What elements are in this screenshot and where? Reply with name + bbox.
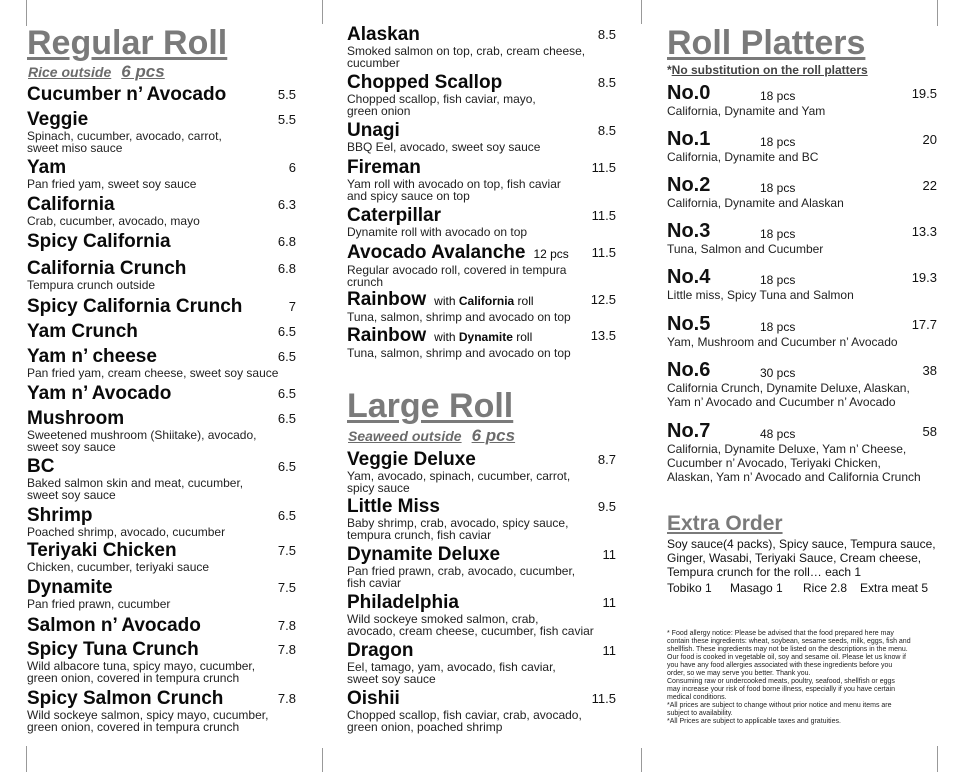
platter-item-description: California Crunch, Dynamite Deluxe, Alaskan, — [667, 381, 910, 395]
regular-roll-subtitle — [28, 62, 165, 82]
regular-roll-item-name-text: Yam n’ cheese — [27, 346, 157, 367]
large-roll-item-name-text: Philadelphia — [347, 592, 459, 613]
platter-item — [667, 220, 937, 256]
specialty-roll-item-description: Smoked salmon on top, crab, cream cheese, — [347, 44, 586, 58]
platter-item-count: 30 pcs — [760, 366, 796, 380]
specialty-roll-item-name — [347, 73, 616, 93]
regular-roll-item-name — [27, 384, 296, 404]
platter-item-name: No.3 — [667, 220, 711, 242]
regular-roll-item — [27, 541, 296, 573]
large-roll-item-description: avocado, cream cheese, cucumber, fish caviar — [347, 624, 594, 638]
regular-roll-item-description: Pan fried prawn, cucumber — [27, 597, 171, 611]
regular-roll-item — [27, 578, 296, 610]
regular-roll-item-description: Baked salmon skin and meat, cucumber, — [27, 476, 244, 490]
large-roll-sub-count: 6 pcs — [471, 426, 516, 445]
regular-roll-item-name-text: Spicy California — [27, 231, 171, 252]
platter-item-price: 13.3 — [911, 224, 937, 239]
specialty-roll-item-description: Dynamite roll with avocado on top — [347, 225, 528, 239]
specialty-roll-item-price: 12.5 — [590, 292, 616, 307]
regular-roll-item-name-text: Mushroom — [27, 408, 125, 429]
large-roll-item-name-text: Little Miss — [347, 496, 440, 517]
large-roll-item — [347, 689, 616, 733]
disclaimer-line: shellfish. These ingredients may not be listed on the descriptions in the menu. — [667, 646, 908, 653]
specialty-roll-item-name-text: Fireman — [347, 157, 421, 178]
large-roll-item-description: sweet soy sauce — [347, 672, 436, 686]
platter-item-description: California, Dynamite Deluxe, Yam n’ Cheese, — [667, 442, 907, 456]
regular-roll-item-name — [27, 409, 296, 429]
specialty-roll-item-description: cucumber — [347, 56, 400, 70]
extra-addon-price: 1 — [705, 581, 712, 595]
extra-addon — [860, 581, 928, 595]
large-roll-item-name-text: Oishii — [347, 688, 400, 709]
platter-item-count: 18 pcs — [760, 181, 796, 195]
large-roll-item-price: 9.5 — [597, 499, 616, 514]
extra-order-line: Soy sauce(4 packs), Spicy sauce, Tempura sauce, — [667, 537, 936, 551]
with-roll-name: California — [458, 294, 515, 308]
specialty-roll-item-name — [347, 121, 616, 141]
regular-roll-title: Regular Roll — [27, 24, 228, 62]
platter-item-description: Cucumber n’ Avocado, Teriyaki Chicken, — [667, 456, 881, 470]
regular-roll-item-name — [27, 640, 296, 660]
regular-roll-item-description: Chicken, cucumber, teriyaki sauce — [27, 560, 210, 574]
platter-item-price: 58 — [922, 424, 937, 439]
disclaimer-line: * Food allergy notice: Please be advised that the food prepared here may — [667, 630, 894, 637]
specialty-roll-item-name-text: Unagi — [347, 120, 400, 141]
regular-roll-item-price: 6.5 — [277, 411, 296, 426]
extra-addon — [803, 581, 847, 595]
platter-item — [667, 313, 937, 349]
regular-roll-item-price: 6.8 — [277, 261, 296, 276]
regular-roll-item — [27, 409, 296, 453]
specialty-roll-item-name-text: Alaskan — [347, 24, 420, 45]
with-suffix: roll — [516, 330, 533, 344]
large-roll-item-description: spicy sauce — [347, 481, 410, 495]
specialty-roll-item — [347, 290, 616, 323]
regular-roll-item-name — [27, 689, 296, 709]
regular-roll-item-price: 7 — [288, 299, 296, 314]
regular-roll-item-name — [27, 457, 296, 477]
regular-roll-item-name — [27, 232, 296, 252]
large-roll-subtitle — [348, 426, 515, 446]
regular-roll-item-description: sweet miso sauce — [27, 141, 123, 155]
disclaimer-line: subject to availability. — [667, 710, 733, 717]
platter-item-name: No.1 — [667, 128, 711, 150]
specialty-roll-item-name — [347, 243, 616, 264]
specialty-roll-item-price: 8.5 — [597, 123, 616, 138]
specialty-roll-item-price: 11.5 — [591, 160, 616, 175]
regular-roll-item-price: 7.5 — [277, 543, 296, 558]
large-roll-item-price: 11.5 — [591, 691, 616, 706]
regular-roll-item — [27, 195, 296, 227]
disclaimer-line: Consuming raw or undercooked meats, poultry, seafood, shellfish or eggs — [667, 678, 895, 685]
regular-roll-item-price: 7.8 — [277, 618, 296, 633]
regular-roll-item-price: 7.8 — [277, 642, 296, 657]
large-roll-item-description: fish caviar — [347, 576, 402, 590]
regular-roll-item-name-text: California — [27, 194, 115, 215]
disclaimer-line: you have any food allergies associated with these ingredients before you — [667, 662, 893, 669]
large-roll-item — [347, 450, 616, 494]
platter-item-description: Alaskan, Yam n’ Avocado and California Crunch — [667, 470, 921, 484]
regular-roll-item — [27, 158, 296, 190]
platter-item-price: 20 — [922, 132, 937, 147]
regular-roll-item — [27, 232, 296, 252]
regular-roll-item-description: Sweetened mushroom (Shiitake), avocado, — [27, 428, 257, 442]
platter-item-count: 18 pcs — [760, 320, 796, 334]
large-roll-item-description: Wild sockeye smoked salmon, crab, — [347, 612, 539, 626]
large-roll-item — [347, 545, 616, 589]
platter-item-price: 19.5 — [911, 86, 937, 101]
specialty-roll-item-name-text: Avocado Avalanche — [347, 242, 526, 263]
specialty-roll-item-name — [347, 206, 616, 226]
regular-roll-item-price: 5.5 — [277, 112, 296, 127]
regular-roll-item-name-text: Yam Crunch — [27, 321, 138, 342]
regular-roll-item-description: green onion, covered in tempura crunch — [27, 720, 240, 734]
regular-roll-item — [27, 259, 296, 291]
specialty-roll-item — [347, 25, 616, 69]
regular-roll-item-name — [27, 85, 296, 105]
regular-roll-item-name-text: Yam — [27, 157, 67, 178]
specialty-roll-item — [347, 121, 616, 153]
specialty-roll-item-description: BBQ Eel, avocado, sweet soy sauce — [347, 140, 541, 154]
regular-roll-item-description: Tempura crunch outside — [27, 278, 156, 292]
platter-item — [667, 174, 937, 210]
large-roll-item-description: green onion, poached shrimp — [347, 720, 503, 734]
specialty-roll-item-name — [347, 158, 616, 178]
platter-item — [667, 82, 937, 118]
platter-item-description: Tuna, Salmon and Cucumber — [667, 242, 824, 256]
regular-roll-item-name — [27, 110, 296, 130]
crop-mark-bottom-left — [0, 746, 27, 772]
large-roll-item-description: Eel, tamago, yam, avocado, fish caviar, — [347, 660, 556, 674]
crop-mark-top-center-right — [641, 0, 643, 24]
with-prefix: with — [434, 330, 456, 344]
disclaimer-line: order, so we may serve you better. Thank you. — [667, 670, 811, 677]
specialty-roll-item-description: Chopped scallop, fish caviar, mayo, — [347, 92, 536, 106]
platter-item-price: 17.7 — [911, 317, 937, 332]
crop-mark-bottom-center-right — [641, 748, 643, 772]
crop-mark-top-right — [937, 0, 964, 26]
with-roll-name: Dynamite — [458, 330, 513, 344]
extra-addon-price: 5 — [921, 581, 929, 595]
platter-item-description: California, Dynamite and Alaskan — [667, 196, 844, 210]
large-roll-item-description: Baby shrimp, crab, avocado, spicy sauce, — [347, 516, 569, 530]
disclaimer-line: Our food is cooked in vegetable oil, soy and sesame oil. Please let us know if — [667, 654, 906, 661]
regular-roll-item-description: Wild sockeye salmon, spicy mayo, cucumber, — [27, 708, 269, 722]
regular-roll-item-description: Pan fried yam, sweet soy sauce — [27, 177, 197, 191]
regular-roll-item-description: Poached shrimp, avocado, cucumber — [27, 525, 226, 539]
specialty-roll-item — [347, 326, 616, 359]
large-roll-item-name — [347, 450, 616, 470]
crop-mark-bottom-right — [937, 746, 964, 772]
platter-item — [667, 420, 937, 484]
regular-roll-item-name-text: Shrimp — [27, 505, 93, 526]
platter-item-count: 18 pcs — [760, 89, 796, 103]
regular-roll-item — [27, 297, 296, 317]
regular-roll-item-name-text: BC — [27, 456, 55, 477]
platter-item — [667, 266, 937, 302]
large-roll-item-description: Pan fried prawn, crab, avocado, cucumber, — [347, 564, 576, 578]
platter-item-description: Yam, Mushroom and Cucumber n’ Avocado — [667, 335, 898, 349]
platter-item — [667, 128, 937, 164]
extra-addon-label: Extra meat — [860, 581, 919, 595]
roll-platters-note-star: * — [667, 63, 672, 77]
specialty-roll-item-description: Regular avocado roll, covered in tempura — [347, 263, 567, 277]
platter-item-price: 38 — [922, 363, 937, 378]
specialty-roll-item-name — [347, 290, 616, 311]
regular-roll-item-name — [27, 259, 296, 279]
regular-roll-item-name — [27, 506, 296, 526]
regular-roll-item-price: 6.5 — [277, 386, 296, 401]
platter-item-count: 18 pcs — [760, 135, 796, 149]
regular-roll-item-description: Spinach, cucumber, avocado, carrot, — [27, 129, 222, 143]
regular-roll-item-name — [27, 578, 296, 598]
regular-roll-item — [27, 640, 296, 684]
large-roll-sub-label: Seaweed outside — [348, 428, 462, 444]
regular-roll-item-name-text: Teriyaki Chicken — [27, 540, 177, 561]
platter-item-count: 18 pcs — [760, 227, 796, 241]
disclaimer-line: medical conditions. — [667, 694, 727, 701]
regular-roll-item-price: 6.3 — [277, 197, 296, 212]
regular-roll-item-price: 6.5 — [277, 508, 296, 523]
extra-addon-label: Masago — [730, 581, 773, 595]
regular-roll-item-description: sweet soy sauce — [27, 440, 116, 454]
regular-roll-item-name-text: Yam n’ Avocado — [27, 383, 172, 404]
specialty-roll-item-description: crunch — [347, 275, 384, 289]
platter-item-name: No.5 — [667, 313, 711, 335]
regular-roll-item-description: sweet soy sauce — [27, 488, 116, 502]
regular-roll-item-price: 5.5 — [277, 87, 296, 102]
regular-roll-sub-label: Rice outside — [28, 64, 112, 80]
specialty-roll-item-with — [434, 330, 532, 344]
regular-roll-item-name-text: Cucumber n’ Avocado — [27, 84, 227, 105]
crop-mark-top-left — [0, 0, 27, 26]
regular-roll-item-name — [27, 297, 296, 317]
roll-platters-note-text: No substitution on the roll platters — [671, 63, 868, 77]
large-roll-item-name — [347, 689, 616, 709]
specialty-roll-item-description: Yam roll with avocado on top, fish caviar — [347, 177, 561, 191]
specialty-roll-item-description: Tuna, salmon, shrimp and avocado on top — [347, 310, 571, 324]
crop-mark-bottom-center-left — [322, 748, 324, 772]
specialty-roll-item-price: 11.5 — [591, 208, 616, 223]
extra-order-title: Extra Order — [667, 512, 783, 535]
roll-platters-title: Roll Platters — [667, 24, 866, 62]
extra-order-line: Tempura crunch for the roll… each 1 — [667, 565, 862, 579]
specialty-roll-item-name-text: Caterpillar — [347, 205, 441, 226]
regular-roll-sub-count: 6 pcs — [121, 62, 165, 81]
regular-roll-item-price: 7.5 — [277, 580, 296, 595]
specialty-roll-item-description: green onion — [347, 104, 411, 118]
large-roll-item-name-text: Veggie Deluxe — [347, 449, 476, 470]
regular-roll-item-price: 7.8 — [277, 691, 296, 706]
large-roll-item — [347, 497, 616, 541]
regular-roll-item — [27, 347, 296, 379]
platter-item-price: 22 — [922, 178, 937, 193]
platter-item-description: Yam n’ Avocado and Cucumber n’ Avocado — [667, 395, 896, 409]
regular-roll-item-price: 6.8 — [277, 234, 296, 249]
regular-roll-item-name-text: Veggie — [27, 109, 89, 130]
platter-item-name: No.2 — [667, 174, 711, 196]
regular-roll-item — [27, 384, 296, 404]
large-roll-title: Large Roll — [347, 387, 514, 425]
large-roll-item-name-text: Dragon — [347, 640, 414, 661]
large-roll-item-name — [347, 497, 616, 517]
large-roll-item-name — [347, 593, 616, 613]
regular-roll-item-name-text: Spicy California Crunch — [27, 296, 243, 317]
regular-roll-item — [27, 689, 296, 733]
extra-addon — [730, 581, 783, 595]
platter-item-description: California, Dynamite and Yam — [667, 104, 826, 118]
regular-roll-item-name — [27, 322, 296, 342]
large-roll-item-name — [347, 545, 616, 565]
extra-order-line: Ginger, Wasabi, Teriyaki Sauce, Cream cheese, — [667, 551, 922, 565]
regular-roll-item-name-text: Spicy Tuna Crunch — [27, 639, 199, 660]
large-roll-item-description: tempura crunch, fish caviar — [347, 528, 492, 542]
platter-item-name: No.7 — [667, 420, 711, 442]
regular-roll-item-price: 6.5 — [277, 349, 296, 364]
extra-addon-price: 2.8 — [830, 581, 848, 595]
platter-item-count: 48 pcs — [760, 427, 796, 441]
regular-roll-item-name — [27, 158, 296, 178]
extra-addon — [667, 581, 712, 595]
regular-roll-item — [27, 110, 296, 154]
regular-roll-item-description: green onion, covered in tempura crunch — [27, 671, 240, 685]
roll-platters-note — [667, 63, 868, 77]
regular-roll-item-price: 6.5 — [277, 459, 296, 474]
large-roll-item — [347, 593, 616, 637]
platter-item — [667, 359, 937, 409]
regular-roll-item-name-text: California Crunch — [27, 258, 187, 279]
specialty-roll-item-description: Tuna, salmon, shrimp and avocado on top — [347, 346, 571, 360]
specialty-roll-item-price: 8.5 — [597, 75, 616, 90]
regular-roll-item-description: Crab, cucumber, avocado, mayo — [27, 214, 200, 228]
specialty-roll-item-name — [347, 25, 616, 45]
specialty-roll-item-name — [347, 326, 616, 347]
large-roll-item-name-text: Dynamite Deluxe — [347, 544, 501, 565]
large-roll-item-name — [347, 641, 616, 661]
specialty-roll-item — [347, 243, 616, 288]
platter-item-description: California, Dynamite and BC — [667, 150, 819, 164]
regular-roll-item-name-text: Salmon n’ Avocado — [27, 615, 201, 636]
large-roll-item-price: 11 — [602, 547, 616, 562]
platter-item-count: 18 pcs — [760, 273, 796, 287]
regular-roll-item-name-text: Dynamite — [27, 577, 113, 598]
extra-addon-price: 1 — [776, 581, 783, 595]
disclaimer-line: contain these ingredients: wheat, soybean, sesame seeds, milk, eggs, fish and — [667, 638, 911, 645]
platter-item-price: 19.3 — [911, 270, 937, 285]
platter-item-name: No.6 — [667, 359, 711, 381]
crop-mark-top-center-left — [322, 0, 324, 24]
large-roll-item-price: 8.7 — [597, 452, 616, 467]
specialty-roll-item-with — [434, 294, 533, 308]
regular-roll-item-name — [27, 347, 296, 367]
with-suffix: roll — [517, 294, 534, 308]
large-roll-item-price: 11 — [602, 643, 616, 658]
disclaimer-line: *All prices are subject to change without prior notice and menu items are — [667, 702, 892, 709]
specialty-roll-item-name-text: Rainbow — [347, 289, 427, 310]
disclaimer-line: may increase your risk of food borne illness, especially if you have certain — [667, 686, 895, 693]
specialty-roll-item — [347, 158, 616, 202]
platter-item-name: No.0 — [667, 82, 711, 104]
regular-roll-item — [27, 457, 296, 501]
regular-roll-item — [27, 322, 296, 342]
specialty-roll-item-piece-note: 12 pcs — [533, 247, 569, 261]
platter-item-name: No.4 — [667, 266, 711, 288]
regular-roll-item-name-text: Spicy Salmon Crunch — [27, 688, 224, 709]
extra-addon-label: Tobiko — [667, 581, 702, 595]
large-roll-item — [347, 641, 616, 685]
disclaimer-line: *All Prices are subject to applicable taxes and gratuities. — [667, 718, 841, 725]
specialty-roll-item — [347, 206, 616, 238]
regular-roll-item — [27, 506, 296, 538]
specialty-roll-item-price: 11.5 — [591, 245, 616, 260]
regular-roll-item — [27, 85, 296, 105]
regular-roll-item — [27, 616, 296, 636]
regular-roll-item-description: Pan fried yam, cream cheese, sweet soy sauce — [27, 366, 279, 380]
specialty-roll-item-price: 8.5 — [597, 27, 616, 42]
extra-addon-label: Rice — [803, 581, 828, 595]
specialty-roll-item-name-text: Chopped Scallop — [347, 72, 503, 93]
platter-item-description: Little miss, Spicy Tuna and Salmon — [667, 288, 854, 302]
large-roll-item-description: Chopped scallop, fish caviar, crab, avocado, — [347, 708, 582, 722]
large-roll-item-description: Yam, avocado, spinach, cucumber, carrot, — [347, 469, 571, 483]
regular-roll-item-name — [27, 616, 296, 636]
specialty-roll-item-price: 13.5 — [590, 328, 616, 343]
large-roll-item-price: 11 — [602, 595, 616, 610]
specialty-roll-item-description: and spicy sauce on top — [347, 189, 470, 203]
with-prefix: with — [434, 294, 456, 308]
regular-roll-item-price: 6.5 — [277, 324, 296, 339]
regular-roll-item-description: Wild albacore tuna, spicy mayo, cucumber, — [27, 659, 256, 673]
specialty-roll-item-name-text: Rainbow — [347, 325, 427, 346]
regular-roll-item-price: 6 — [288, 160, 296, 175]
specialty-roll-item — [347, 73, 616, 117]
regular-roll-item-name — [27, 195, 296, 215]
regular-roll-item-name — [27, 541, 296, 561]
